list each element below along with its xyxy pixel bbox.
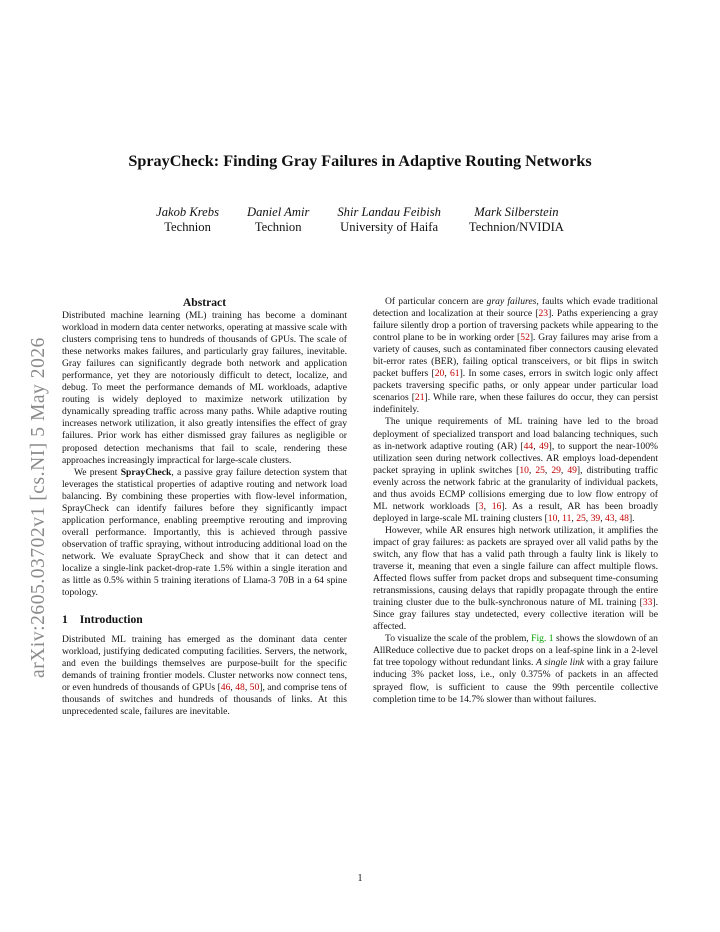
author-list: [60, 205, 660, 234]
citation-link[interactable]: 48: [619, 512, 629, 524]
left-column: [62, 296, 347, 718]
right-paragraph-4: To visualize the scale of the problem, Fig. 1 shows the slowdown of an AllReduce collective due to packet drops on a leaf-spine link in a 2-level fat tree topology without redundant links. A single link with a gray failure inducing 3% packet loss, i.e., only 0.375% of packets in an affected sprayed flow, is sufficient to cause the 99th percentile collective completion time to be 14.7% slower than without failures.: [373, 633, 658, 705]
author-2: [247, 205, 309, 234]
author-affiliation: University of Haifa: [340, 219, 439, 234]
right-paragraph-2: The unique requirements of ML training have led to the broad deployment of specialized transport and load balancing techniques, such as in-network adaptive routing (AR) [44, 49], to support the near-100% utilization seen during network collectives. AR employs load-dependent packet spraying in uplink switches [10, 25, 29, 49], distributing traffic evenly across the network fabric at the granularity of individual packets, and thus avoids ECMP collisions emerging due to low flow entropy of ML network workloads [3, 16]. As a result, AR has been broadly deployed in large-scale ML training clusters [10, 11, 25, 39, 43, 48].: [373, 416, 659, 524]
right-paragraph-3: However, while AR ensures high network utilization, it amplifies the impact of gray failures: as packets are sprayed over all valid paths by the switch, any flow that has a valid path through a faulty link is likely to traverse it, meaning that even a single failure can affect multiple flows. Affected flows suffer from packet drops and subsequent time-consuming retransmissions, causing delays that rapidly propagate through the entire training cluster due to the bulk-synchronous nature of ML training [33]. Since gray failures stay undetected, every collective iteration will be affected.: [373, 524, 658, 633]
citation-link[interactable]: 29: [551, 464, 561, 476]
citation-link[interactable]: 49: [539, 440, 549, 452]
citation-link[interactable]: 43: [604, 512, 615, 524]
citation-link[interactable]: 61: [449, 368, 460, 380]
page-number: 1: [357, 873, 363, 884]
citation-link[interactable]: 3: [478, 500, 484, 512]
author-name: Jakob Krebs: [156, 205, 219, 219]
citation-link[interactable]: 16: [491, 500, 502, 512]
abstract-heading: Abstract: [182, 296, 227, 309]
section-heading-introduction: 1 Introduction: [62, 613, 143, 627]
citation-link[interactable]: 48: [235, 682, 245, 694]
paper-title: SprayCheck: Finding Gray Failures in Adaptive Routing Networks: [128, 152, 592, 170]
author-4: [469, 205, 564, 234]
author-name: Shir Landau Feibish: [337, 205, 441, 219]
right-paragraph-1: Of particular concern are gray failures, faults which evade traditional detection and localization at their source [23]. Paths experiencing a gray failure silently drop a portion of traversing packets while appearing to the control plane to be in working order [52]. Gray failures may arise from a variety of causes, such as contaminated fiber connectors causing elevated bit-error rates (BER), failing optical transceivers, or bit flips in switch packet buffers [20, 61]. In some cases, errors in switch logic only affect packets traversing specific paths, or only appear under particular load scenarios [21]. While rare, when these failures do occur, they can persist indefinitely.: [373, 296, 659, 416]
abstract-paragraph-2: We present SprayCheck, a passive gray failure detection system that leverages the statistical properties of adaptive routing and network load balancing. By combining these properties with flow-level information, SprayCheck can identify failures before they significantly impact application performance, enabling preemptive rerouting and improving overall performance. Importantly, this is achieved through passive observation of traffic spraying, without introducing additional load on the network. We evaluate SprayCheck and show that it can detect and localize a single-link packet-drop-rate 1.5% within a single iteration and as little as 0.5% within 5 training iterations of Llama-3 70B in a 64 spine topology.: [62, 466, 348, 599]
figure-link[interactable]: Fig. 1: [531, 633, 554, 645]
citation-link[interactable]: 33: [642, 597, 653, 609]
citation-link[interactable]: 10: [547, 512, 558, 524]
author-affiliation: Technion: [164, 219, 211, 234]
citation-link[interactable]: 23: [538, 308, 549, 320]
author-name: Mark Silberstein: [474, 205, 559, 219]
abstract-paragraph-1: Distributed machine learning (ML) training has become a dominant workload in modern data center networks, operating at massive scale with clusters comprising tens to hundreds of thousands of GPUs. The scale of these networks makes failures, and particularly gray failures, inevitable. Gray failures can significantly degrade both network and application performance, yet they are notoriously difficult to detect, localize, and debug. To meet the performance demands of ML workloads, adaptive routing is widely deployed to maximize network utilization by dynamically spreading traffic across many paths. While adaptive routing increases network utilization, it also greatly intensifies the effect of gray failures. Prior work has either dismissed gray failures as negligible or proposed detection mechanisms that fail to scale, rendering these approaches increasingly impractical for large-scale clusters.: [62, 310, 347, 466]
citation-link[interactable]: 50: [249, 682, 260, 694]
citation-link[interactable]: 46: [220, 682, 231, 694]
system-name: SprayCheck: [120, 466, 172, 478]
citation-link[interactable]: 25: [576, 512, 586, 524]
citation-link[interactable]: 25: [535, 464, 545, 476]
citation-link[interactable]: 10: [519, 464, 529, 476]
citation-link[interactable]: 52: [520, 332, 530, 344]
author-affiliation: Technion: [254, 219, 302, 234]
arxiv-stamp-text: arXiv:2605.03702v1 [cs.NI] 5 May 2026: [28, 337, 49, 678]
author-affiliation: Technion/NVIDIA: [468, 219, 564, 234]
citation-link[interactable]: 20: [434, 368, 445, 380]
intro-paragraph-1: Distributed ML training has emerged as the dominant data center workload, justifying dedicated computing facilities. Servers, the network, and even the buildings themselves are purpose-built for the specific demands of training frontier models. Cluster networks now connect tens, or even hundreds of thousands of GPUs [46, 48, 50], and comprise tens of thousands of switches and hundreds of thousands of links. At this unprecedented scale, failures are inevitable.: [62, 634, 348, 718]
citation-link[interactable]: 21: [414, 392, 425, 404]
citation-link[interactable]: 39: [590, 512, 601, 524]
author-3: [337, 205, 441, 234]
right-column: [373, 296, 658, 706]
citation-link[interactable]: 49: [567, 464, 577, 476]
author-1: [156, 205, 219, 234]
arxiv-stamp: [8, 264, 48, 678]
citation-link[interactable]: 44: [523, 440, 534, 452]
author-name: Daniel Amir: [246, 205, 310, 219]
citation-link[interactable]: 11: [562, 512, 572, 524]
